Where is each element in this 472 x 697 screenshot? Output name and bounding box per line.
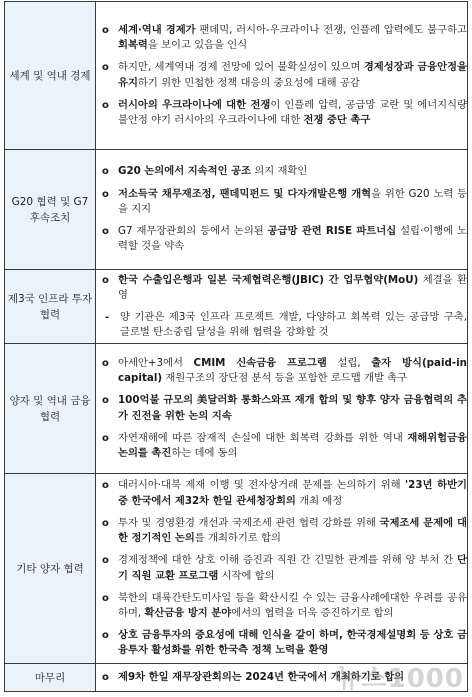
bullet-item	[96, 516, 467, 546]
bold-text: 출자 방식(paid-in capital)	[118, 356, 468, 385]
bullet-marker: o	[102, 395, 109, 407]
body-text: 을 보이고 있음을 인식	[147, 39, 248, 52]
body-text: 를 개최하기로 합의	[194, 532, 281, 545]
body-text: 북한의 대륙간탄도미사일 등을 확산시킬 수 있는 금융사례에대한 우려를 공유하며,	[118, 591, 467, 619]
body-text: 설립·이행에 노력할 것을 약속	[118, 225, 468, 253]
bold-text: 전쟁 중단 촉구	[303, 113, 371, 126]
bold-text: 국제조세 문제에 대한 정기적인 논의	[118, 516, 468, 545]
body-text: 대러시아·대북 제재 이행 및 전자상거래 문제를 논의하기 위해	[118, 479, 406, 492]
bullet-item	[96, 23, 467, 53]
bullet-marker: o	[102, 517, 109, 529]
bold-text: 회복력	[118, 39, 148, 52]
table-row	[5, 474, 468, 664]
body-text: 체결을 환영	[118, 273, 467, 301]
bullet-item	[96, 431, 467, 461]
bold-text: CMIM 신속금융 프로그램	[193, 356, 327, 369]
bold-text: 확산금융 방지 분야	[144, 606, 232, 619]
body-text: 재원구조의 장단점 분석 등을 포함한 로드맵 개발 촉구	[162, 372, 408, 385]
bullet-marker: o	[102, 480, 109, 492]
row-label: 마무리	[5, 664, 96, 692]
bullet-marker: o	[102, 671, 109, 683]
row-label: 제3국 인프라 투자 협력	[5, 270, 96, 344]
row-content	[96, 2, 468, 150]
row-label: G20 협력 및 G7 후속조치	[5, 150, 96, 270]
bullet-item	[96, 224, 467, 254]
bold-text: 한국 수출입은행과 일본 국제협력은행(JBIC) 간 업무협약(MoU)	[118, 273, 419, 286]
row-label: 양자 및 역내 금융협력	[5, 344, 96, 474]
body-text: 경제정책에 대한 상호 이해 증진과 직원 간 긴밀한 관계를 위해 양 부처 간	[118, 554, 458, 567]
bullet-marker: o	[102, 226, 109, 238]
body-text: 팬데믹, 러시아-우크라이나 전쟁, 인플레 압력에도 불구하고	[195, 23, 468, 36]
bullet-item	[96, 60, 467, 90]
bold-text: 저소득국 채무재조정, 팬데믹펀드 및 다자개발은행 개혁	[118, 187, 372, 200]
row-content	[96, 150, 468, 270]
bold-text: G20 논의에서 지속적인 공조	[118, 165, 252, 178]
bullet-marker: o	[102, 592, 109, 604]
row-content	[96, 474, 468, 664]
bold-text: 공급망 관련 RISE 파트너십	[267, 225, 397, 238]
bullet-marker: o	[102, 432, 109, 444]
bullet-item	[96, 98, 467, 128]
bold-text: 세계·역내 경제가	[118, 23, 196, 36]
bold-text: '23년 하반기 중 한국에서 제32차 한일 관세청장회의	[118, 479, 467, 507]
bullet-item	[96, 273, 467, 303]
bullet-item	[96, 591, 467, 621]
table-row	[5, 270, 468, 344]
bullet-item	[96, 393, 467, 423]
body-text: 하기 위한 민첩한 정책 대응의 중요성에 대해 공감	[137, 76, 360, 89]
table-row	[5, 2, 468, 150]
bullet-item	[96, 628, 467, 658]
bold-text: 제9차 한일 재무장관회의는 2024년 한국에서 개최하기로 합의	[118, 670, 405, 683]
row-content	[96, 344, 468, 474]
bold-text: 경제성장과 금융안정을 유지	[118, 61, 467, 89]
summary-table	[4, 1, 468, 692]
body-text: 의지 재확인	[251, 165, 308, 178]
bullet-marker: o	[102, 99, 109, 111]
bullet-item	[96, 164, 467, 179]
row-label: 세계 및 역내 경제	[5, 2, 96, 150]
body-text: 투자 및 경영환경 개선과 국제조세 관련 협력 강화를 위해	[118, 516, 380, 529]
body-text: 하는 데에 동의	[171, 446, 238, 459]
bullet-marker: o	[102, 166, 109, 178]
table-row	[5, 344, 468, 474]
bullet-item	[96, 356, 467, 386]
row-label: 기타 양자 협력	[5, 474, 96, 664]
bold-text: 러시아의 우크라이나에 대한 전쟁	[118, 98, 271, 111]
bullet-marker: o	[102, 24, 109, 36]
body-text: 아세안+3에서	[118, 356, 194, 369]
body-text: G7 재무장관회의 등에서 논의된	[118, 225, 268, 238]
bullet-marker: o	[102, 274, 109, 286]
body-text: 자연재해에 따른 잠재적 손실에 대한 회복력 강화를 위한 역내	[118, 431, 408, 444]
bold-text: 재해위험금융 논의를 촉진	[118, 431, 467, 459]
sub-item	[96, 310, 467, 340]
row-content	[96, 270, 468, 344]
bullet-marker: o	[102, 188, 109, 200]
body-text: 하지만, 세계역내 경제 전망에 있어 불확실성이 있으며	[118, 61, 364, 74]
bullet-item	[96, 187, 467, 217]
bold-text: 상호 금융투자의 중요성에 대해 인식을 같이 하며, 한국경제설명회 등 상호 금융투자 활성화를 위한 한국측 정책 노력을 환영	[118, 629, 467, 657]
bullet-marker: o	[102, 357, 109, 369]
body-text: 이 인플레 압력, 공급망 교란 및 에너지식량불안정 야기 러시아의 우크라이나에 대한	[118, 98, 467, 126]
body-text: 을 위한 G20 노력 등을 지지	[118, 187, 467, 215]
bold-text: 단기 직원 교환 프로그램	[118, 554, 467, 582]
body-text: 시작에 합의	[218, 569, 275, 582]
watermark-logo: 뉴스1000	[335, 664, 464, 694]
bullet-marker: o	[102, 630, 109, 642]
bullet-item	[96, 553, 467, 583]
body-text: 에서의 협력을 더욱 증진하기로 합의	[231, 606, 394, 619]
body-text: 개최 예정	[295, 494, 343, 507]
bullet-marker: -	[105, 312, 110, 323]
bullet-marker: o	[102, 555, 109, 567]
bold-text: 100억불 규모의 美달러화 통화스와프 재개 합의 및 향후 양자 금융협력의 추가 진전을 위한 논의 지속	[118, 394, 467, 422]
body-text: 양 기관은 제3국 인프라 프로젝트 개발, 다양하고 회복력 있는 공급망 구축, 글로벌 탄소중립 달성을 위해 협력을 강화할 것	[120, 311, 467, 339]
body-text: 설립,	[326, 356, 372, 369]
bullet-item	[96, 478, 467, 508]
table-row	[5, 150, 468, 270]
bullet-marker: o	[102, 62, 109, 74]
